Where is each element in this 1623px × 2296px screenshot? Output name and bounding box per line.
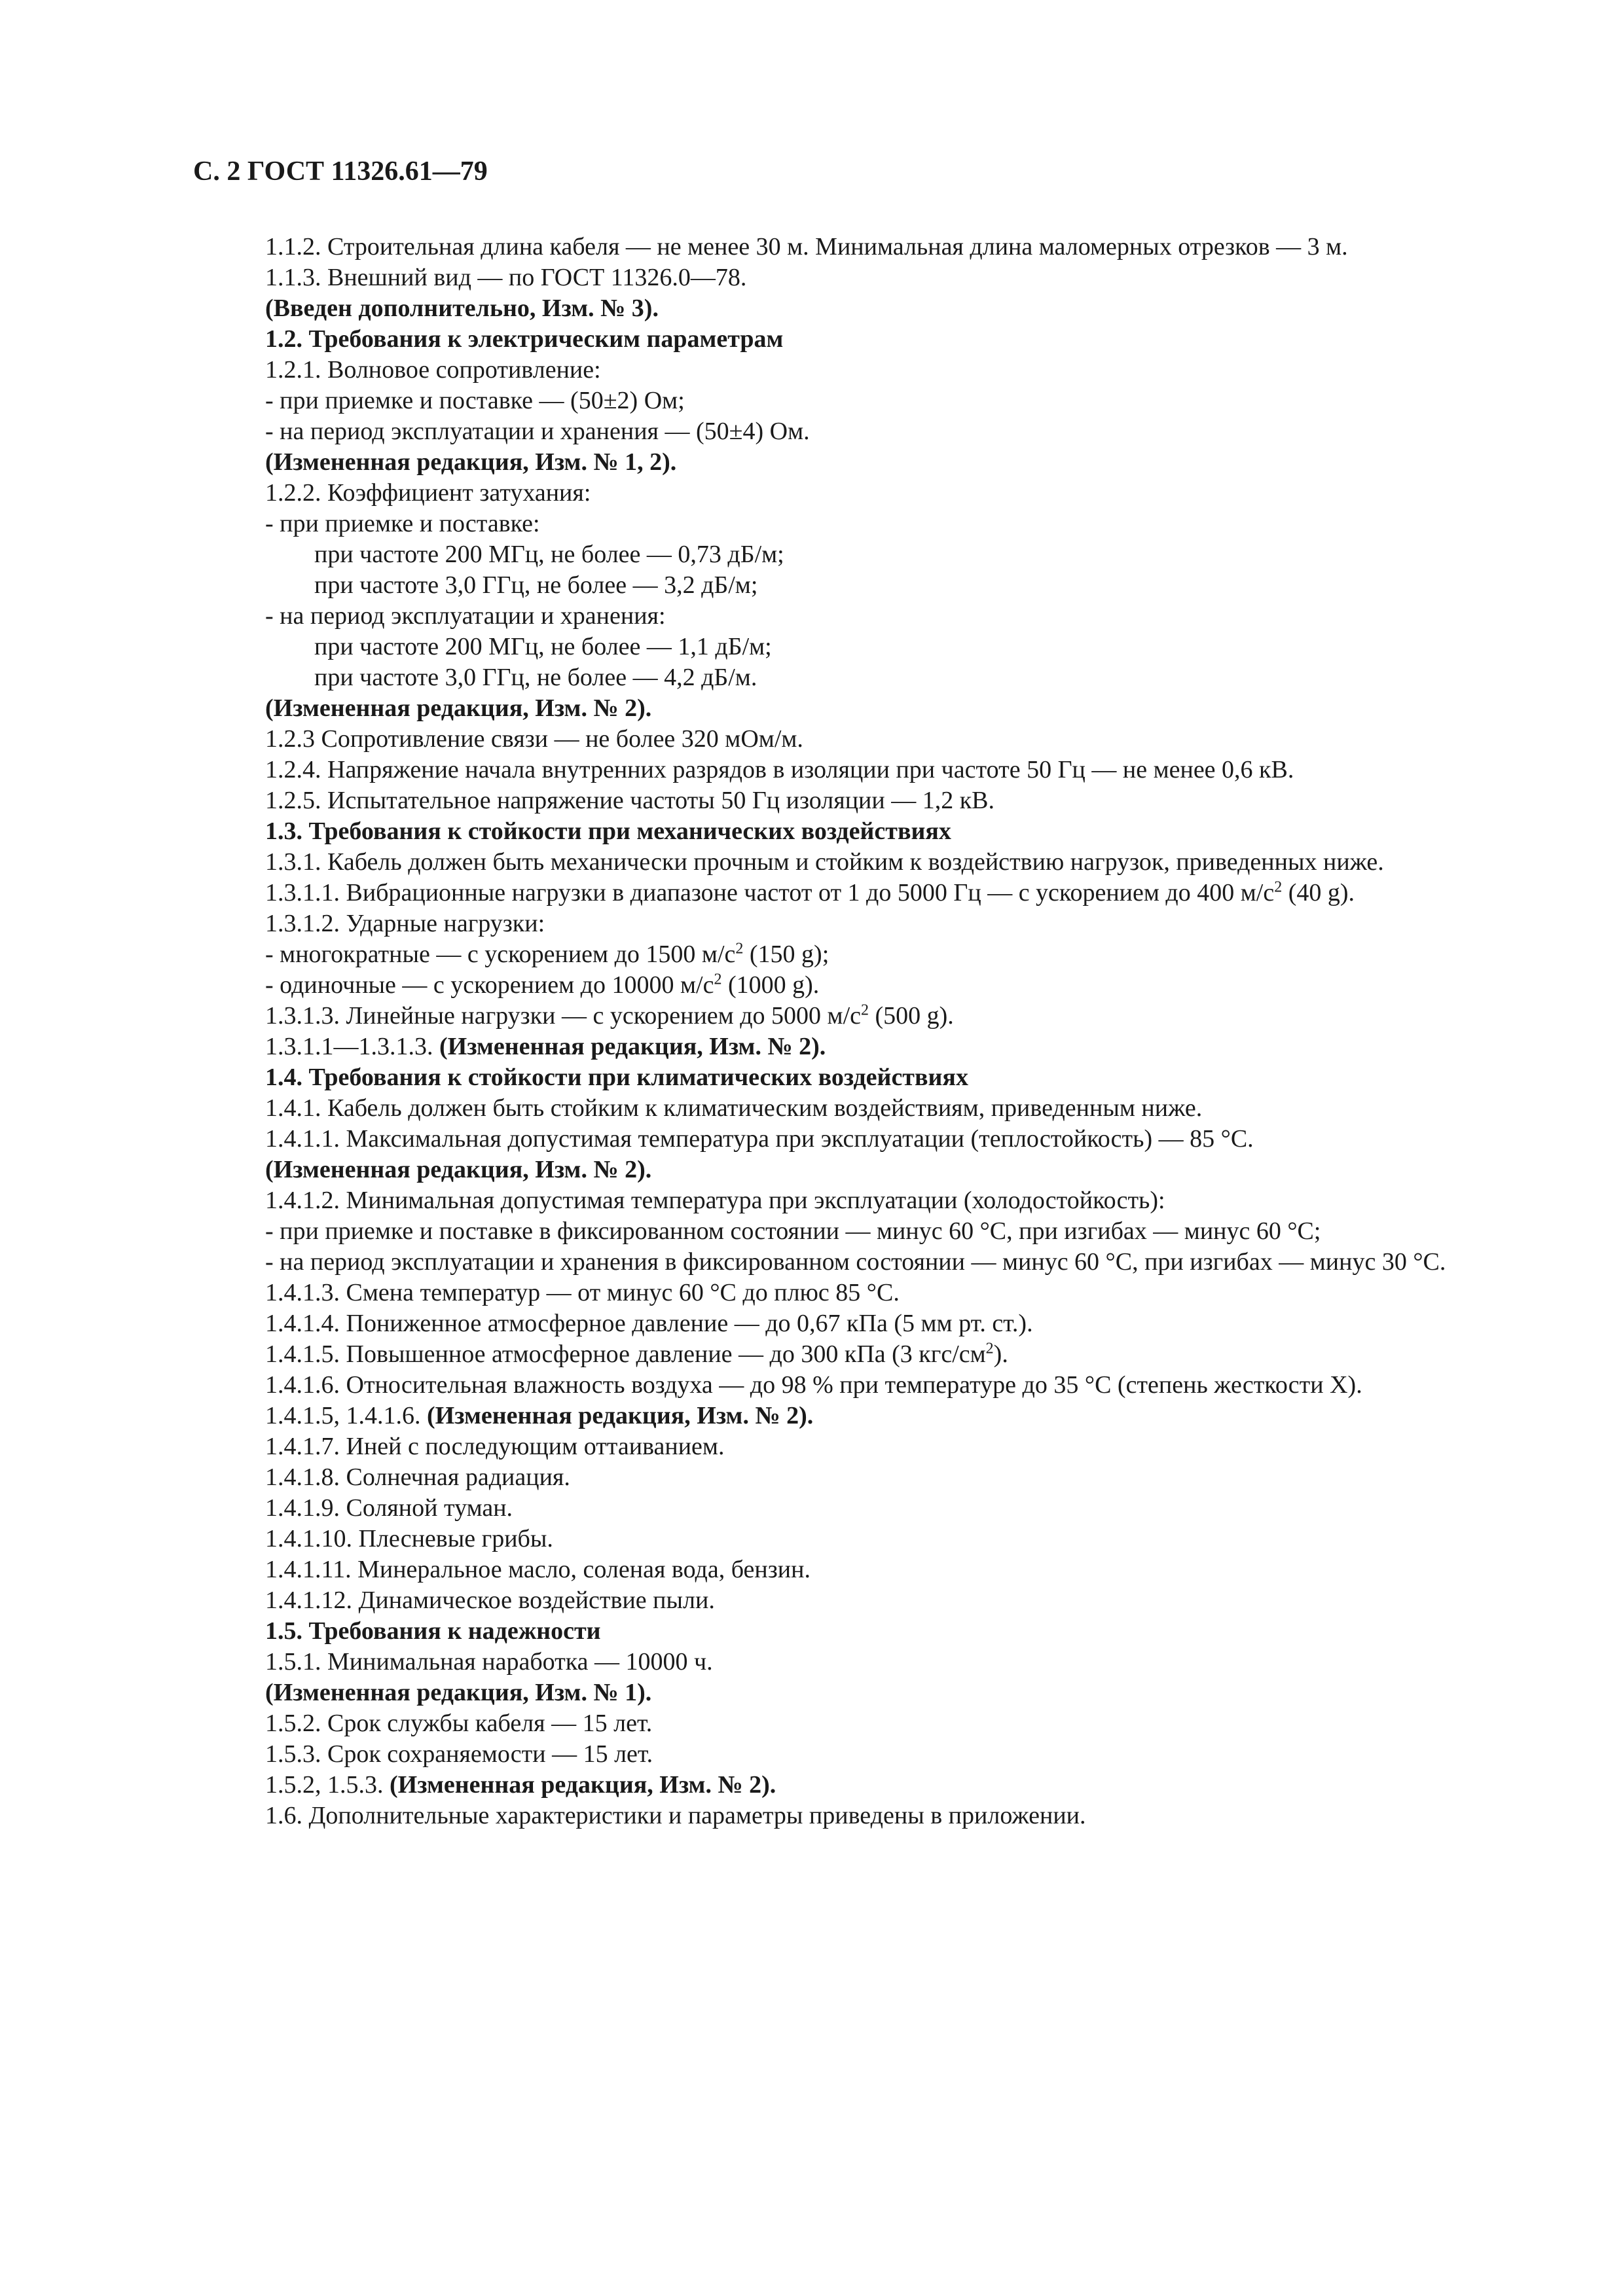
paragraph: [193, 1185, 1493, 1216]
paragraph-text: 1.4.1.8. Солнечная радиация.: [265, 1463, 570, 1491]
paragraph-text: 1.3.1.3. Линейные нагрузки — с ускорением до 5000 м/с: [265, 1002, 861, 1030]
paragraph-text: 1.4.1.6. Относительная влажность воздуха — до 98 % при температуре до 35 °С (степень жесткости Х).: [265, 1371, 1362, 1399]
section-heading: [193, 693, 1493, 724]
section-heading: [193, 447, 1493, 478]
paragraph: [193, 1462, 1493, 1493]
paragraph-text: 1.3.1. Кабель должен быть механически прочным и стойким к воздействию нагрузок, приведенных ниже.: [265, 848, 1384, 876]
paragraph-text: 1.2.4. Напряжение начала внутренних разрядов в изоляции при частоте 50 Гц — не менее 0,6 кВ.: [265, 756, 1294, 783]
paragraph: [193, 601, 1493, 632]
paragraph-text: 1.4.1.2. Минимальная допустимая температура при эксплуатации (холодостойкость):: [265, 1187, 1165, 1214]
paragraph: [193, 1401, 1493, 1431]
paragraph-text: 1.4.1.10. Плесневые грибы.: [265, 1525, 553, 1552]
section-heading: [193, 1155, 1493, 1185]
superscript: 2: [1274, 878, 1283, 896]
paragraph: [193, 1647, 1493, 1677]
amendment-note: (Измененная редакция, Изм. № 2).: [427, 1402, 814, 1429]
paragraph-text: 1.5.2, 1.5.3.: [265, 1771, 390, 1799]
paragraph: [193, 1031, 1493, 1062]
paragraph-text-continued: ).: [993, 1340, 1008, 1368]
paragraph-text: 1.1.2. Строительная длина кабеля — не менее 30 м. Минимальная длина маломерных отрезков — 3 м.: [265, 233, 1348, 260]
paragraph-text: 1.4.1. Кабель должен быть стойким к климатическим воздействиям, приведенным ниже.: [265, 1094, 1203, 1122]
paragraph: [193, 878, 1493, 908]
paragraph-text: 1.5.1. Минимальная наработка — 10000 ч.: [265, 1648, 713, 1676]
paragraph-text: 1.4.1.11. Минеральное масло, соленая вода, бензин.: [265, 1556, 811, 1583]
paragraph: [193, 939, 1493, 970]
paragraph: [193, 1308, 1493, 1339]
superscript: 2: [735, 940, 744, 958]
paragraph: [193, 847, 1493, 878]
paragraph: [193, 1739, 1493, 1770]
paragraph-text: 1.1.3. Внешний вид — по ГОСТ 11326.0—78.: [265, 264, 747, 291]
paragraph-text: (Введен дополнительно, Изм. № 3).: [265, 295, 659, 322]
paragraph-text: - на период эксплуатации и хранения — (50±4) Ом.: [265, 418, 810, 445]
section-heading: [193, 324, 1493, 355]
paragraph: [193, 416, 1493, 447]
paragraph: [193, 232, 1493, 262]
paragraph: [193, 1801, 1493, 1831]
paragraph: [193, 662, 1493, 693]
paragraph: [193, 1124, 1493, 1155]
section-heading: [193, 293, 1493, 324]
paragraph-text: - при приемке и поставке:: [265, 510, 540, 537]
page-header: С. 2 ГОСТ 11326.61—79: [193, 156, 488, 187]
paragraph-text: - при приемке и поставке — (50±2) Ом;: [265, 387, 685, 414]
document-body: [193, 232, 1493, 1831]
paragraph: [193, 1493, 1493, 1524]
paragraph-text: 1.4.1.9. Соляной туман.: [265, 1494, 513, 1522]
paragraph: [193, 478, 1493, 509]
paragraph: [193, 785, 1493, 816]
paragraph: [193, 1339, 1493, 1370]
paragraph: [193, 355, 1493, 386]
paragraph: [193, 1585, 1493, 1616]
paragraph-text: 1.2.1. Волновое сопротивление:: [265, 356, 601, 384]
paragraph-text: 1.4. Требования к стойкости при климатических воздействиях: [265, 1064, 968, 1091]
paragraph-text: 1.2.2. Коэффициент затухания:: [265, 479, 591, 507]
paragraph-text: 1.3.1.1—1.3.1.3.: [265, 1033, 439, 1060]
paragraph: [193, 1247, 1493, 1278]
paragraph: [193, 570, 1493, 601]
paragraph-text: 1.6. Дополнительные характеристики и параметры приведены в приложении.: [265, 1802, 1086, 1829]
paragraph: [193, 724, 1493, 755]
paragraph: [193, 1554, 1493, 1585]
paragraph-text: 1.4.1.12. Динамическое воздействие пыли.: [265, 1587, 715, 1614]
paragraph: [193, 1370, 1493, 1401]
paragraph-text: 1.3.1.2. Ударные нагрузки:: [265, 910, 545, 937]
paragraph-text: 1.3.1.1. Вибрационные нагрузки в диапазоне частот от 1 до 5000 Гц — с ускорением до 400 м/с: [265, 879, 1275, 906]
paragraph-text: 1.2. Требования к электрическим параметрам: [265, 325, 784, 353]
paragraph: [193, 1708, 1493, 1739]
paragraph: [193, 755, 1493, 785]
amendment-note: (Измененная редакция, Изм. № 2).: [390, 1771, 776, 1799]
paragraph: [193, 970, 1493, 1001]
paragraph-text: (Измененная редакция, Изм. № 2).: [265, 1156, 652, 1183]
paragraph: [193, 1431, 1493, 1462]
paragraph-text: - на период эксплуатации и хранения:: [265, 602, 666, 630]
paragraph-text: 1.4.1.5, 1.4.1.6.: [265, 1402, 427, 1429]
paragraph-text: (Измененная редакция, Изм. № 2).: [265, 694, 652, 722]
paragraph: [193, 632, 1493, 662]
paragraph: [193, 1216, 1493, 1247]
paragraph-text: 1.4.1.1. Максимальная допустимая температура при эксплуатации (теплостойкость) — 85 °С.: [265, 1125, 1254, 1153]
section-heading: [193, 1677, 1493, 1708]
paragraph-text: 1.5.2. Срок службы кабеля — 15 лет.: [265, 1710, 653, 1737]
paragraph-text: - многократные — с ускорением до 1500 м/с: [265, 941, 736, 968]
paragraph-text: при частоте 200 МГц, не более — 1,1 дБ/м;: [314, 633, 772, 660]
paragraph-text-continued: (150 g);: [743, 941, 830, 968]
paragraph: [193, 1278, 1493, 1308]
paragraph: [193, 908, 1493, 939]
paragraph-text: (Измененная редакция, Изм. № 1, 2).: [265, 448, 677, 476]
paragraph-text: 1.2.3 Сопротивление связи — не более 320 мОм/м.: [265, 725, 803, 753]
section-heading: [193, 1616, 1493, 1647]
paragraph-text: при частоте 3,0 ГГц, не более — 4,2 дБ/м.: [314, 664, 757, 691]
paragraph: [193, 1093, 1493, 1124]
paragraph: [193, 1001, 1493, 1031]
paragraph: [193, 1770, 1493, 1801]
paragraph-text: 1.4.1.7. Иней с последующим оттаиванием.: [265, 1433, 725, 1460]
paragraph-text: 1.5. Требования к надежности: [265, 1617, 601, 1645]
paragraph-text: - при приемке и поставке в фиксированном состоянии — минус 60 °С, при изгибах — минус 60 °С;: [265, 1217, 1321, 1245]
paragraph-text-continued: (1000 g).: [721, 971, 820, 999]
paragraph-text-continued: (40 g).: [1282, 879, 1355, 906]
section-heading: [193, 816, 1493, 847]
superscript: 2: [714, 971, 722, 988]
paragraph: [193, 386, 1493, 416]
paragraph-text: 1.4.1.5. Повышенное атмосферное давление — до 300 кПа (3 кгс/см: [265, 1340, 986, 1368]
paragraph-text: при частоте 200 МГц, не более — 0,73 дБ/м;: [314, 541, 784, 568]
paragraph-text-continued: (500 g).: [869, 1002, 954, 1030]
paragraph-text: 1.4.1.4. Пониженное атмосферное давление — до 0,67 кПа (5 мм рт. ст.).: [265, 1310, 1033, 1337]
section-heading: [193, 1062, 1493, 1093]
paragraph-text: при частоте 3,0 ГГц, не более — 3,2 дБ/м;: [314, 571, 758, 599]
paragraph-text: - на период эксплуатации и хранения в фиксированном состоянии — минус 60 °С, при изгибах — минус 30 °С.: [265, 1248, 1446, 1276]
paragraph: [193, 509, 1493, 539]
paragraph: [193, 262, 1493, 293]
paragraph-text: - одиночные — с ускорением до 10000 м/с: [265, 971, 714, 999]
paragraph-text: (Измененная редакция, Изм. № 1).: [265, 1679, 652, 1706]
amendment-note: (Измененная редакция, Изм. № 2).: [439, 1033, 826, 1060]
paragraph: [193, 1524, 1493, 1554]
paragraph-text: 1.4.1.3. Смена температур — от минус 60 °С до плюс 85 °С.: [265, 1279, 900, 1306]
superscript: 2: [861, 1001, 869, 1019]
paragraph-text: 1.5.3. Срок сохраняемости — 15 лет.: [265, 1740, 653, 1768]
paragraph-text: 1.3. Требования к стойкости при механических воздействиях: [265, 817, 951, 845]
superscript: 2: [985, 1340, 994, 1357]
paragraph: [193, 539, 1493, 570]
paragraph-text: 1.2.5. Испытательное напряжение частоты 50 Гц изоляции — 1,2 кВ.: [265, 787, 995, 814]
